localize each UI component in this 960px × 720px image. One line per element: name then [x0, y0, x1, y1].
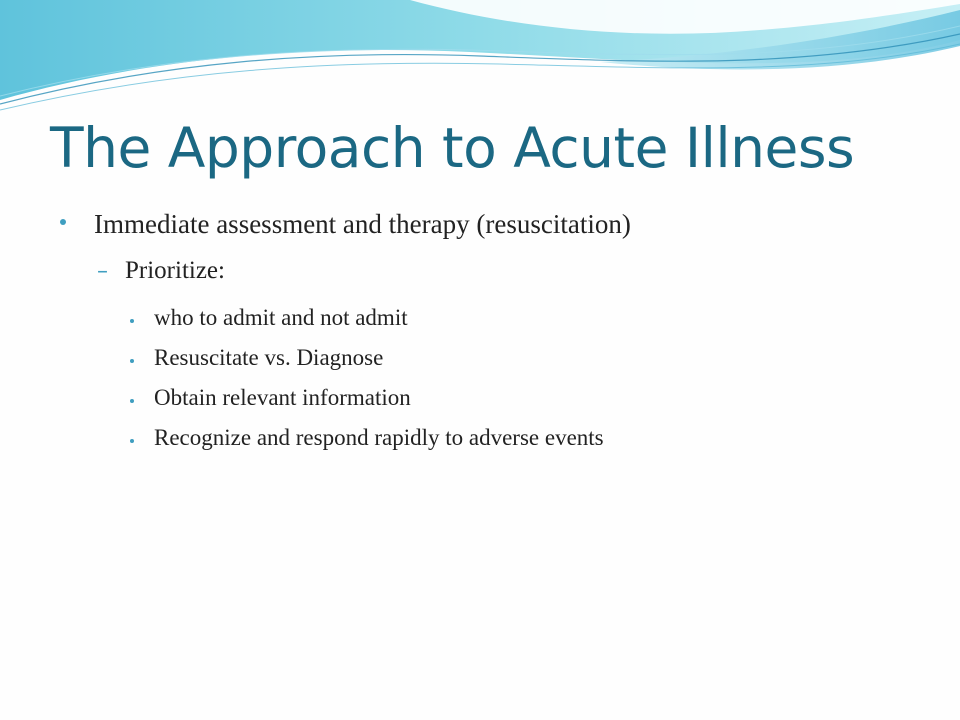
bullet-main-text: Immediate assessment and therapy (resuscitation)	[94, 209, 631, 239]
small-bullet-dot-icon	[130, 439, 134, 443]
small-bullet-dot-icon	[130, 319, 134, 323]
sub-item-text: Resuscitate vs. Diagnose	[154, 345, 384, 370]
sub-heading-text: Prioritize:	[125, 257, 225, 284]
header-wave-decoration	[0, 0, 960, 120]
small-bullet-dot-icon	[130, 399, 134, 403]
bullet-dot-icon	[60, 219, 66, 225]
sub-item-text: Obtain relevant information	[154, 385, 411, 410]
small-bullet-dot-icon	[130, 359, 134, 363]
dash-icon: –	[97, 259, 108, 284]
sub-item-text: who to admit and not admit	[154, 305, 408, 330]
slide-title: The Approach to Acute Illness	[50, 116, 855, 180]
sub-item-text: Recognize and respond rapidly to adverse events	[154, 425, 604, 450]
